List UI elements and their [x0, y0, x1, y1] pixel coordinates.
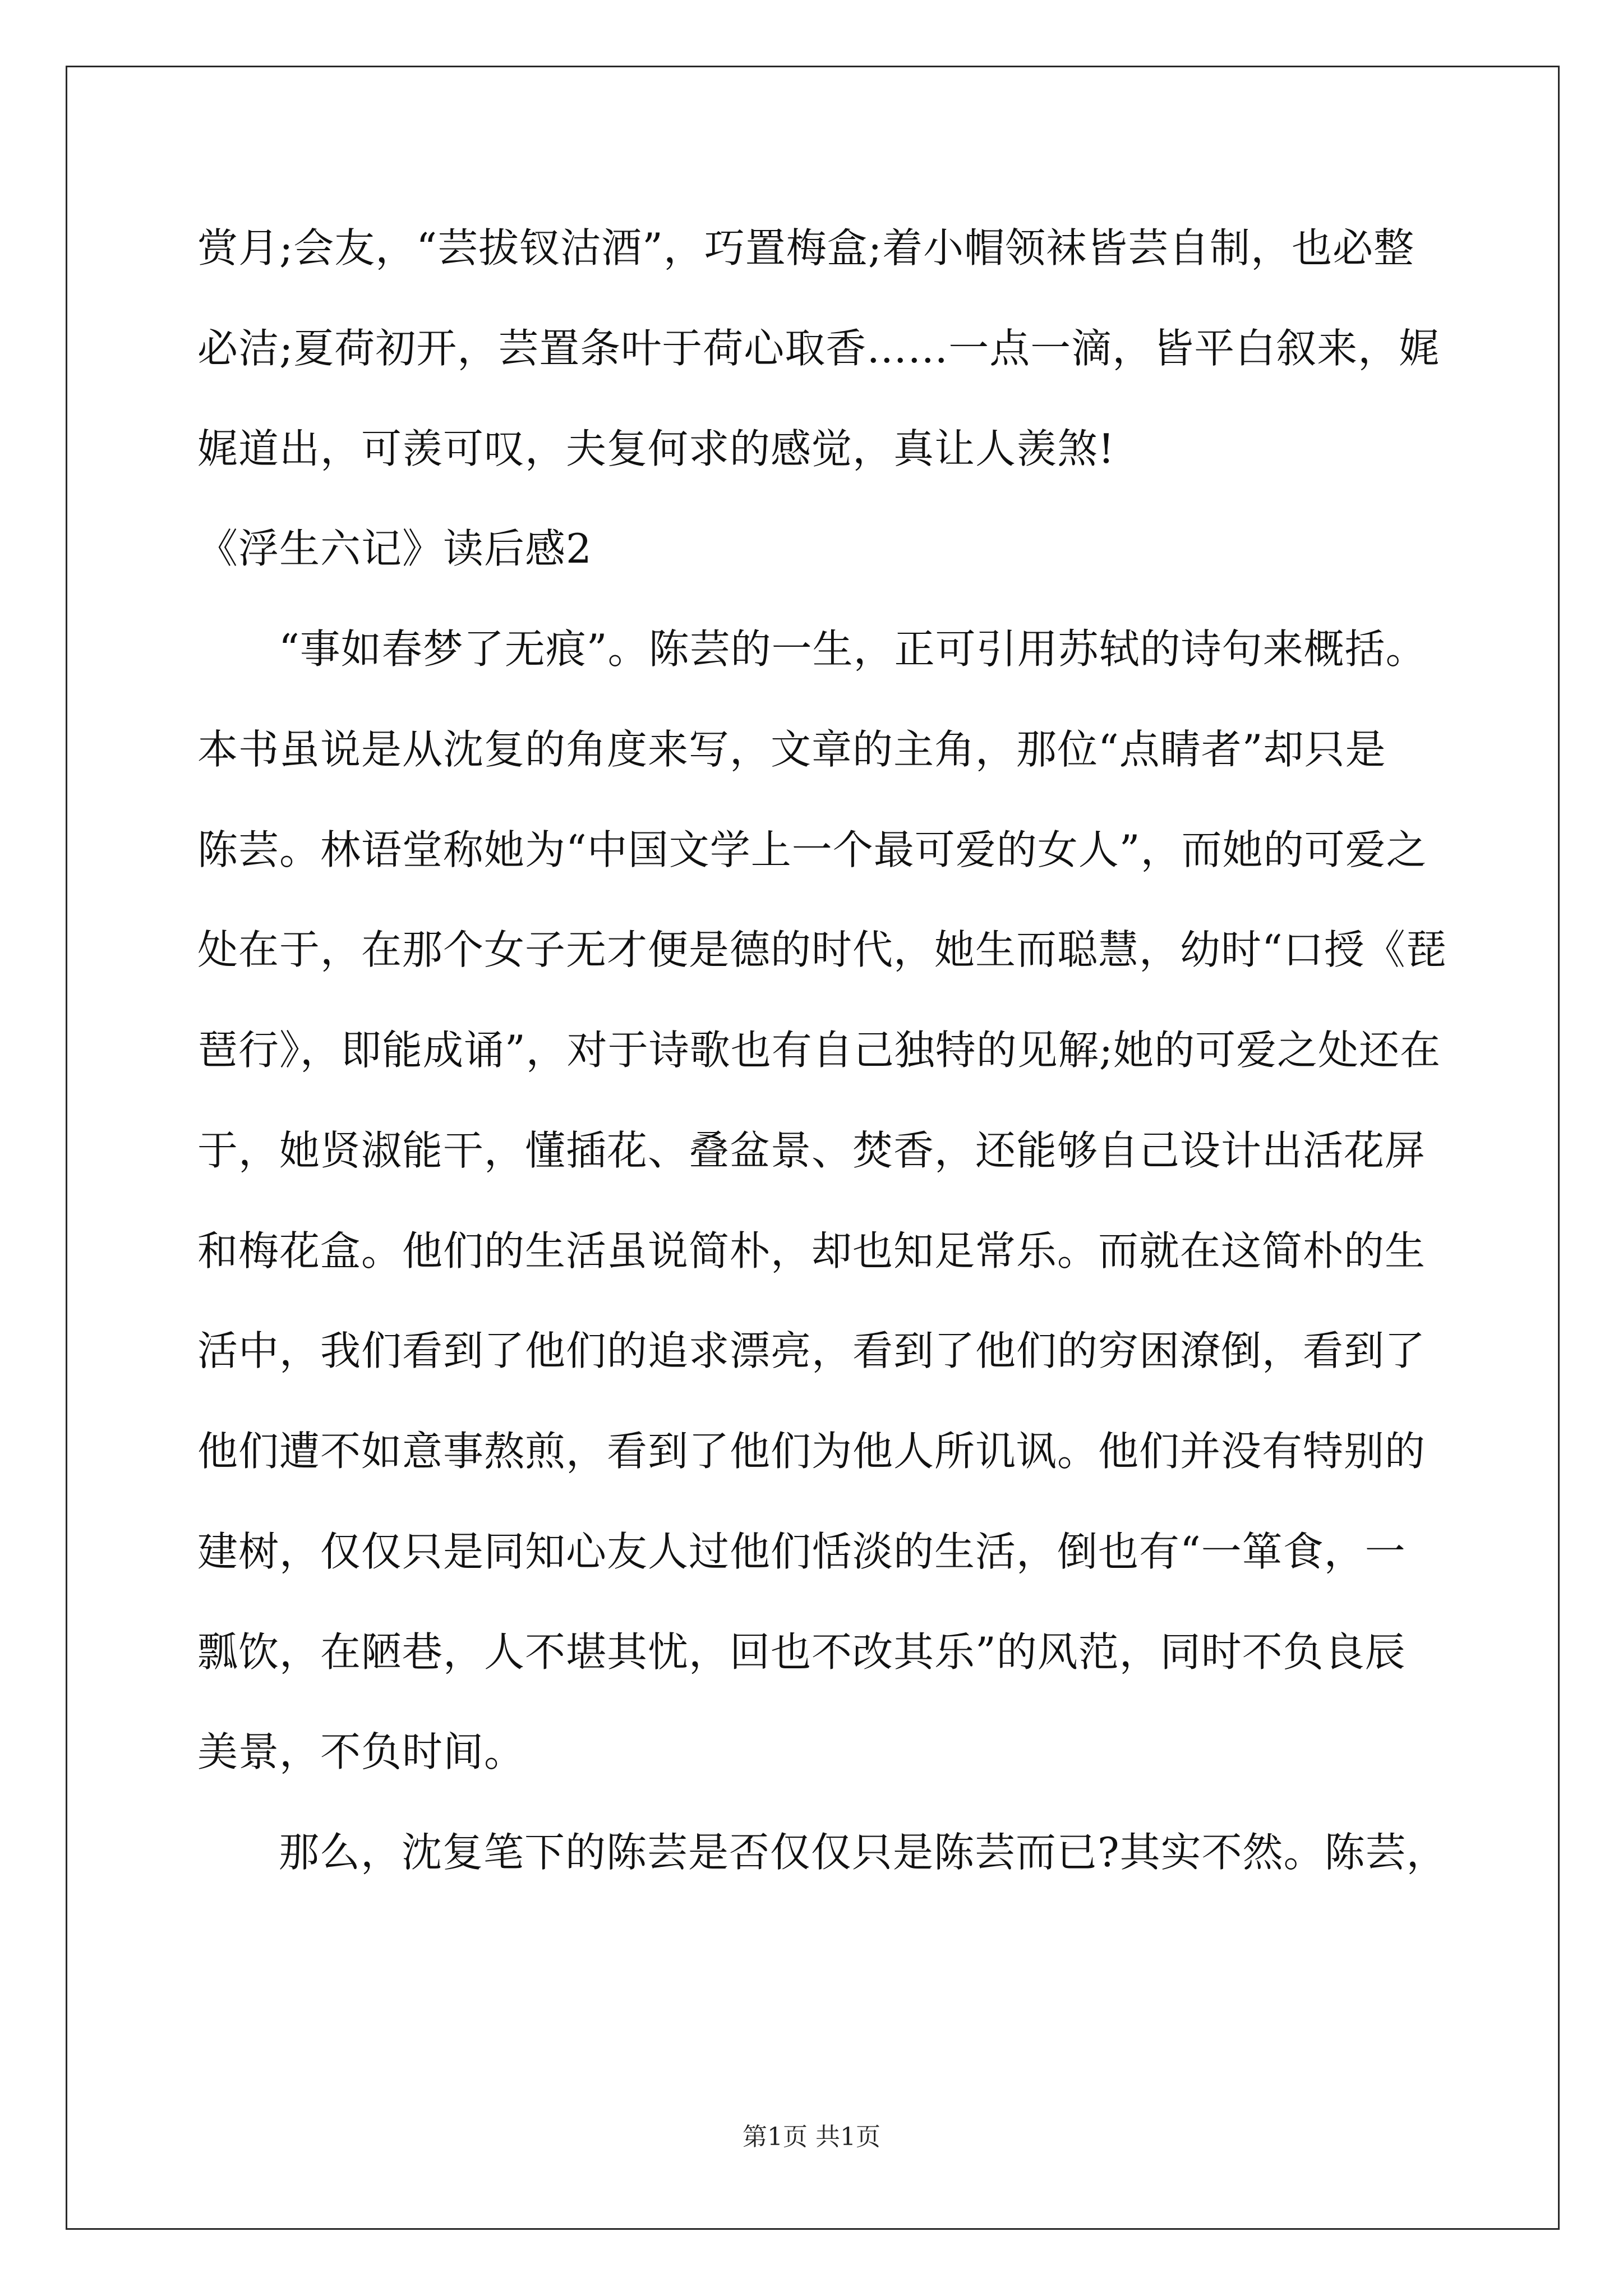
paragraph-line: 娓道出，可羡可叹，夫复何求的感觉，真让人羡煞! — [197, 425, 1115, 472]
paragraph-line: 本书虽说是从沈复的角度来写，文章的主角，那位“点睛者”却只是 — [197, 726, 1386, 773]
section-heading: 《浮生六记》读后感2 — [197, 525, 592, 572]
paragraph-line: “事如春梦了无痕”。陈芸的一生，正可引用苏轼的诗句来概括。 — [279, 625, 1427, 673]
paragraph-line: 赏月;会友，“芸拔钗沽酒”，巧置梅盒;着小帽领袜皆芸自制，也必整 — [197, 224, 1415, 272]
paragraph-line: 处在于，在那个女子无才便是德的时代，她生而聪慧，幼时“口授《琵 — [197, 926, 1447, 973]
paragraph-line: 于，她贤淑能干，懂插花、叠盆景、焚香，还能够自己设计出活花屏 — [197, 1127, 1426, 1174]
paragraph-line: 陈芸。林语堂称她为“中国文学上一个最可爱的女人”，而她的可爱之 — [197, 826, 1427, 873]
paragraph-line: 瓢饮，在陋巷，人不堪其忧，回也不改其乐”的风范，同时不负良辰 — [197, 1628, 1406, 1676]
paragraph-line: 必洁;夏荷初开，芸置条叶于荷心取香……一点一滴，皆平白叙来，娓 — [197, 325, 1440, 372]
paragraph-line: 活中，我们看到了他们的追求漂亮，看到了他们的穷困潦倒，看到了 — [197, 1327, 1426, 1374]
paragraph-line: 那么，沈复笔下的陈芸是否仅仅只是陈芸而已?其实不然。陈芸， — [279, 1829, 1447, 1876]
paragraph-line: 和梅花盒。他们的生活虽说简朴，却也知足常乐。而就在这简朴的生 — [197, 1227, 1426, 1274]
paragraph-line: 琶行》，即能成诵”，对于诗歌也有自己独特的见解;她的可爱之处还在 — [197, 1027, 1441, 1074]
paragraph-line: 他们遭不如意事熬煎，看到了他们为他人所讥讽。他们并没有特别的 — [197, 1428, 1426, 1475]
paragraph-line: 建树，仅仅只是同知心友人过他们恬淡的生活，倒也有“一箪食，一 — [197, 1528, 1406, 1575]
paragraph-line: 美景，不负时间。 — [197, 1728, 525, 1775]
page-number-footer: 第1页 共1页 — [743, 2123, 880, 2151]
